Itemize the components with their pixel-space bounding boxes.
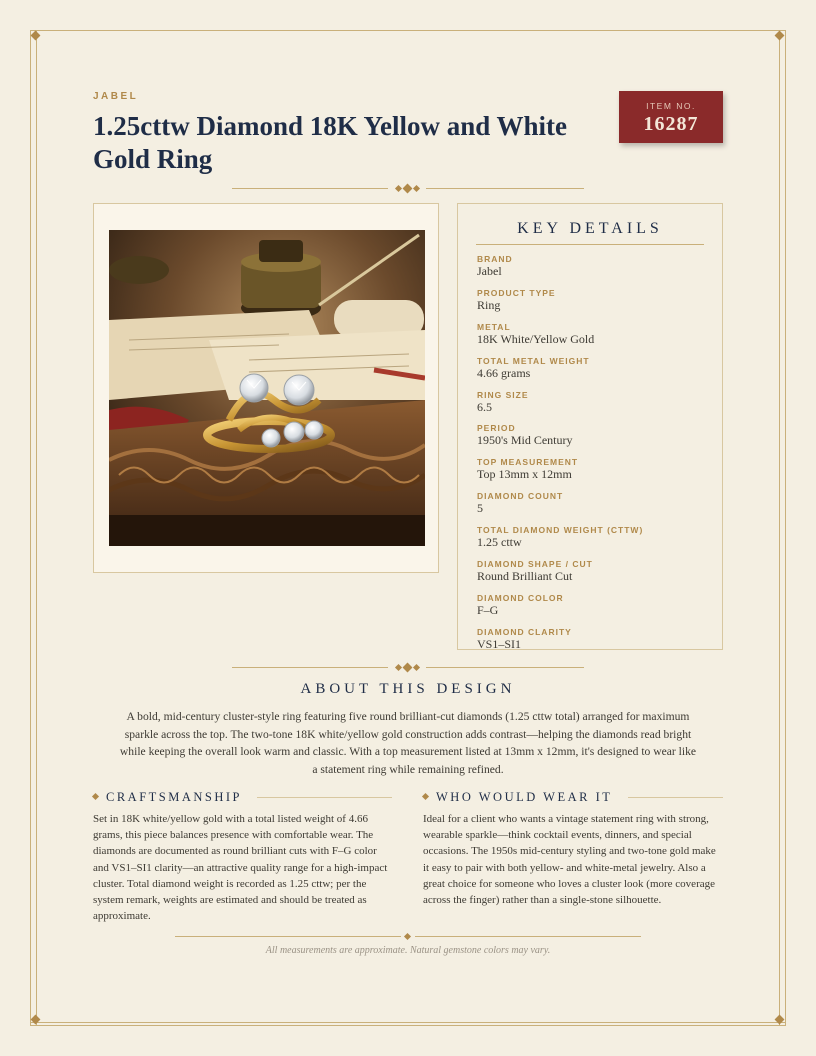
- detail-label: PERIOD: [477, 423, 516, 434]
- who-would-wear-heading: [423, 790, 612, 805]
- craftsmanship-rule: [257, 797, 392, 798]
- detail-row: [477, 593, 707, 625]
- detail-value: Top 13mm x 12mm: [477, 467, 572, 482]
- about-heading: ABOUT THIS DESIGN: [300, 681, 516, 697]
- detail-row: [477, 491, 707, 523]
- brand-label: JABEL: [93, 91, 139, 102]
- key-details-heading: KEY DETAILS: [517, 220, 663, 237]
- detail-value: 18K White/Yellow Gold: [477, 331, 595, 346]
- craftsmanship-heading-text: CRAFTSMANSHIP: [106, 790, 243, 804]
- diamond-bullet-icon: [92, 793, 99, 800]
- detail-value: Ring: [477, 297, 501, 312]
- bottom-rule: [30, 1022, 786, 1023]
- ring-photo-icon: [109, 230, 425, 546]
- right-rule: [779, 30, 780, 1026]
- key-details-divider: [476, 244, 704, 245]
- detail-value: 1.25 cttw: [477, 535, 522, 550]
- product-image-card: [93, 203, 439, 573]
- footer-divider: [175, 932, 641, 942]
- page-title: 1.25cttw Diamond 18K Yellow and White Gold Ring: [93, 111, 568, 174]
- detail-label: BRAND: [477, 254, 513, 264]
- item-number: 16287: [643, 113, 699, 135]
- craftsmanship-text: Set in 18K white/yellow gold with a total listed weight of 4.66 grams, this piece balances presence with comfortable wear. The diamonds are documented as round brilliant cuts with F–G color and VS1–SI1 clarity—an attractive quality range for a high-impact cluster. Total diamond weight is recorded as 1.25 cttw; per the system remark, weights are estimated and should be treated as approximate.: [93, 813, 388, 923]
- left-rule: [36, 30, 37, 1026]
- detail-label: DIAMOND CLARITY: [477, 626, 572, 637]
- detail-value: F–G: [477, 602, 499, 617]
- detail-row: [477, 322, 707, 354]
- detail-label: DIAMOND SHAPE / CUT: [477, 559, 593, 570]
- detail-value: Round Brilliant Cut: [477, 569, 573, 584]
- detail-label: METAL: [477, 321, 511, 332]
- about-text: A bold, mid-century cluster-style ring featuring five round brilliant-cut diamonds (1.25 cttw total) arranged for maximum sparkle across the top. The two-tone 18K white/yellow gold construction adds contrast—helping the diamonds read bright while keeping the overall look warm and classic. With a top measurement listed at 13mm x 12mm, it's designed to wear like a statement ring while remaining refined.: [119, 710, 697, 776]
- detail-label: TOTAL METAL WEIGHT: [477, 355, 590, 366]
- key-details-list: [477, 252, 707, 659]
- detail-value: VS1–SI1: [477, 636, 522, 651]
- detail-value: 5: [477, 501, 483, 516]
- about-divider: [232, 663, 584, 673]
- detail-value: 6.5: [477, 399, 492, 414]
- detail-row: [477, 254, 707, 286]
- footnote: All measurements are approximate. Natural gemstone colors may vary.: [265, 945, 551, 956]
- detail-row: [477, 288, 707, 320]
- detail-label: TOP MEASUREMENT: [477, 457, 579, 468]
- detail-label: DIAMOND COLOR: [477, 592, 564, 603]
- who-would-wear-text: Ideal for a client who wants a vintage statement ring with strong, wearable sparkle—think cocktail events, dinners, and special occasions. The 1950s mid-century styling and two-tone gold make it easy to pair with both yellow- and white-metal jewelry. Also a great choice for someone who loves a cluster look (more coverage across the finger) rather than a single-stone silhouette.: [423, 813, 716, 907]
- detail-row: [477, 525, 707, 557]
- diamond-bullet-icon: [422, 793, 429, 800]
- item-number-label: ITEM NO.: [646, 101, 696, 111]
- detail-row: [477, 356, 707, 388]
- detail-row: [477, 390, 707, 422]
- who-would-wear-heading-text: WHO WOULD WEAR IT: [436, 790, 613, 804]
- detail-label: DIAMOND COUNT: [477, 491, 564, 502]
- craftsmanship-heading: [93, 790, 242, 805]
- detail-row: [477, 457, 707, 489]
- detail-value: Jabel: [477, 264, 502, 278]
- detail-value: 1950's Mid Century: [477, 433, 573, 448]
- detail-label: PRODUCT TYPE: [477, 287, 556, 298]
- detail-row: [477, 627, 707, 659]
- item-number-badge: [619, 91, 723, 143]
- detail-row: [477, 559, 707, 591]
- detail-value: 4.66 grams: [477, 365, 531, 380]
- key-details-panel: [457, 203, 723, 650]
- title-divider: [232, 184, 584, 194]
- detail-row: [477, 423, 707, 455]
- who-would-wear-rule: [628, 797, 723, 798]
- detail-label: RING SIZE: [477, 389, 529, 400]
- detail-label: TOTAL DIAMOND WEIGHT (CTTW): [477, 525, 644, 536]
